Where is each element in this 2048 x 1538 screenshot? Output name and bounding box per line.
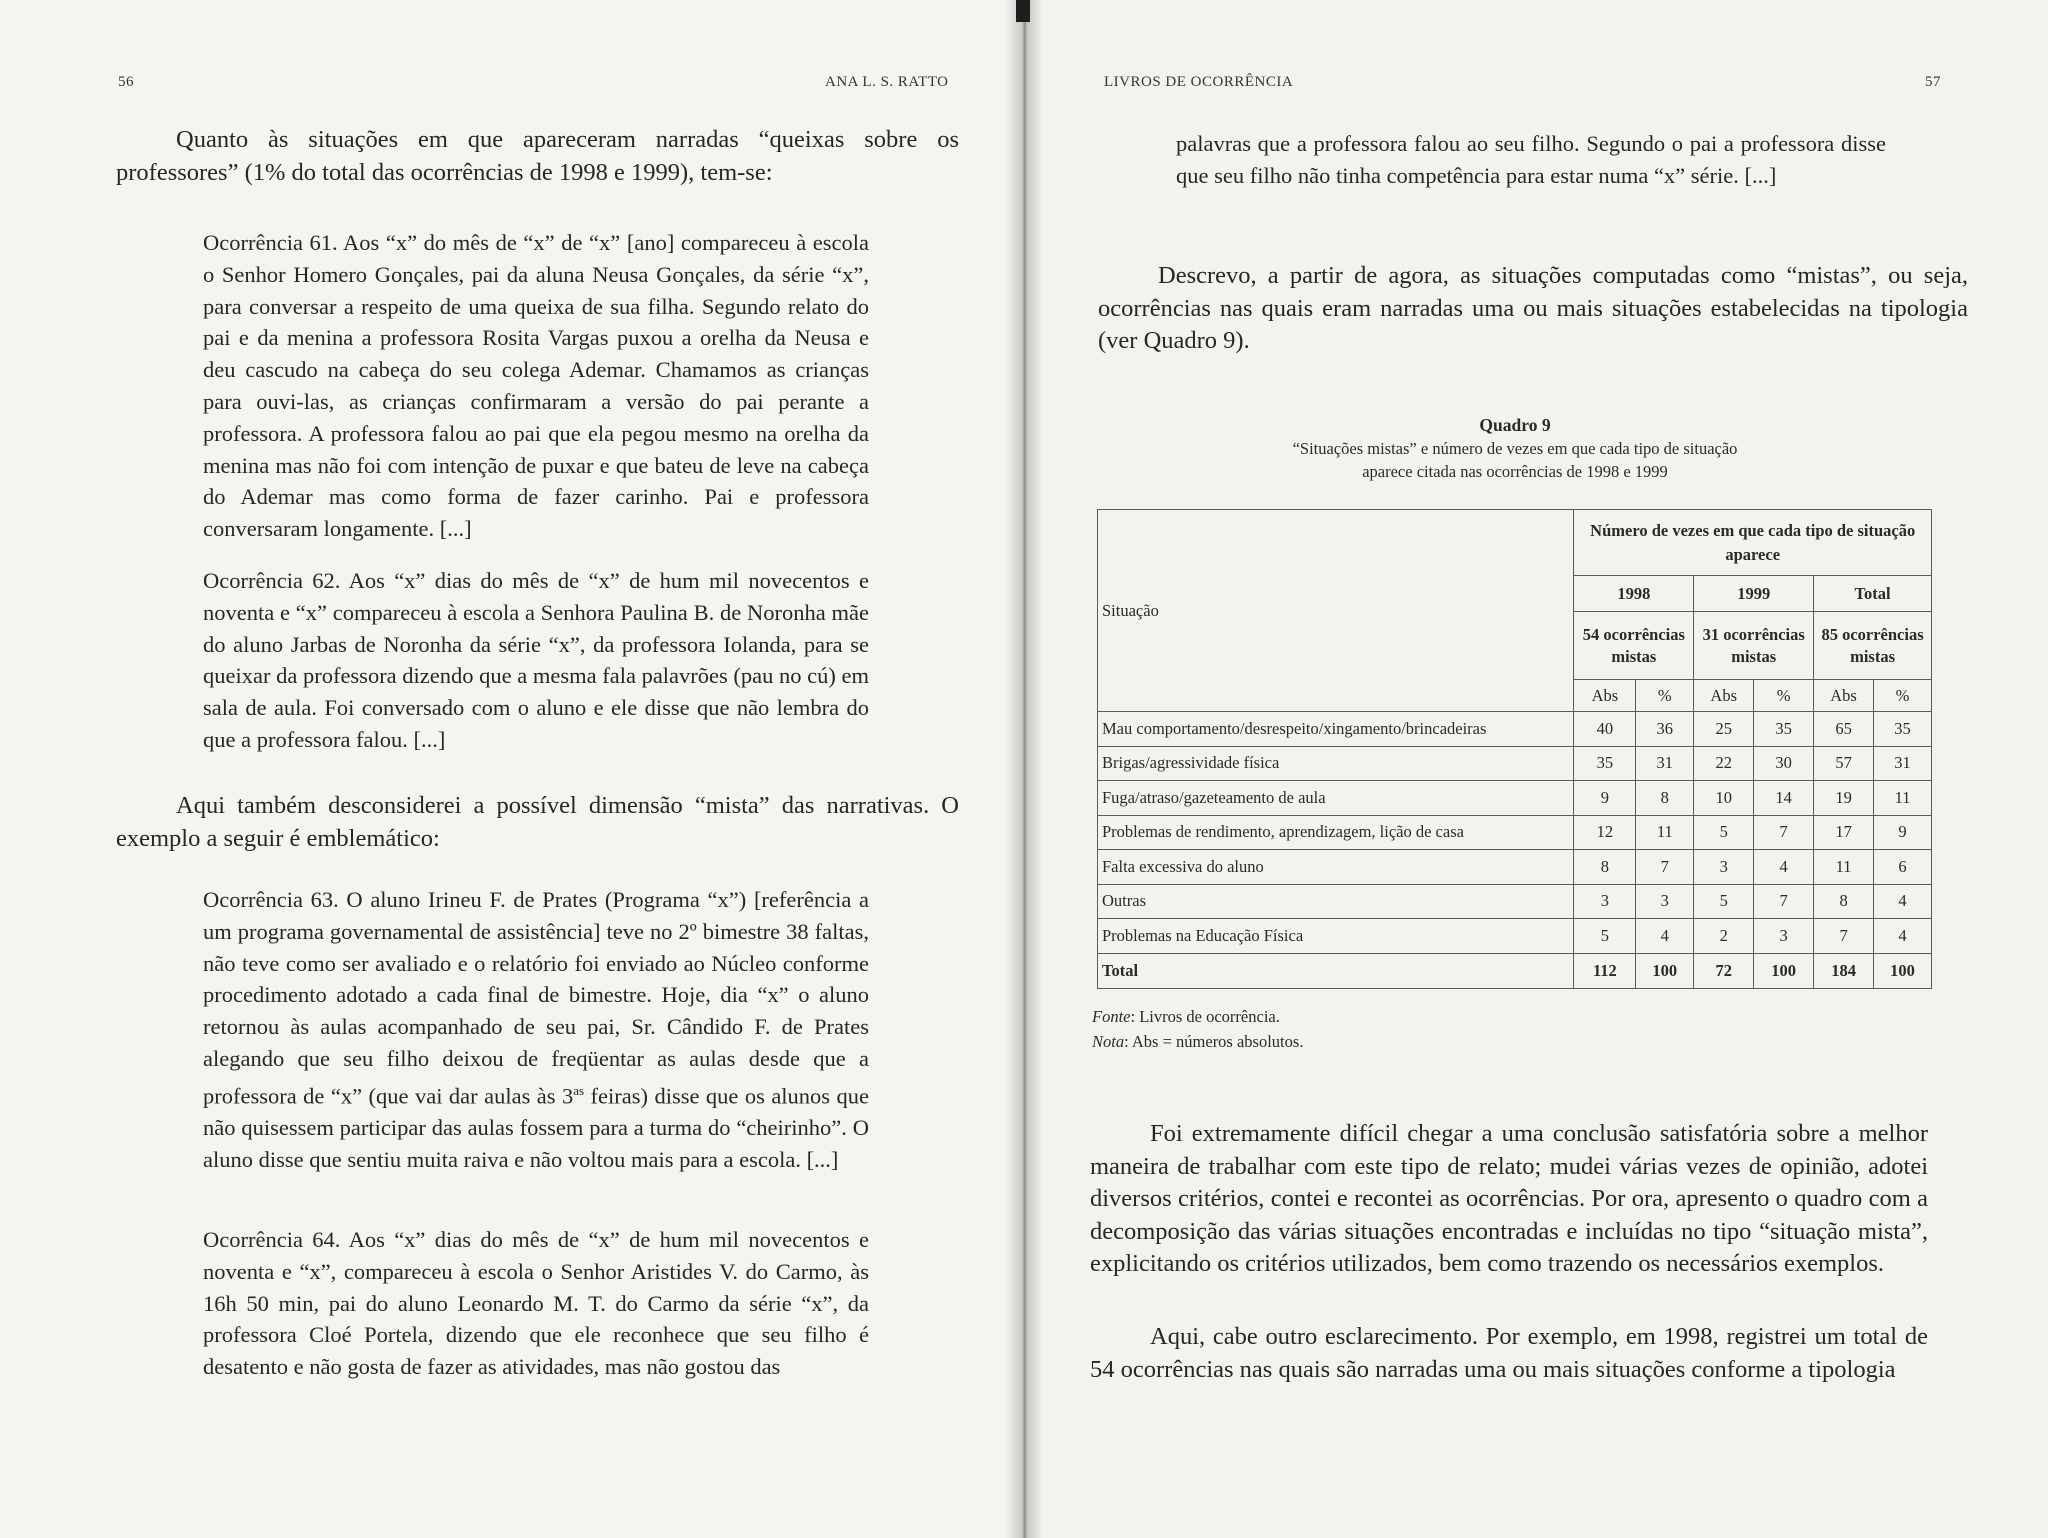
table-cell: 9 [1574, 781, 1636, 816]
ocorrencia-63-label: Ocorrência 63. [203, 887, 339, 912]
running-head-left: ANA L. S. RATTO [825, 74, 949, 90]
ocorrencia-61-text: Aos “x” do mês de “x” de “x” [ano] compareceu à escola o Senhor Homero Gonçales, pai da aluna Neusa Gonçales, da série “x”, para conversar a respeito de uma queixa de sua filha. Segundo relato do pai e da menina a professora Rosita Vargas puxou a orelha da Neusa e deu cascudo na cabeça do seu colega Ademar. Chamamos as crianças para ouvi-las, as crianças confirmaram a versão do pai perante a professora. A professora falou ao pai que ela pegou mesmo na orelha da menina mas não foi com intenção de puxar e que bateu de leve na cabeça do Ademar mas como forma de fazer carinho. Pai e professora conversaram longamente. [...] [203, 230, 869, 542]
ocorrencia-63 [203, 884, 869, 1176]
left-page [0, 0, 1018, 1538]
ocorrencia-64-text: Aos “x” dias do mês de “x” de hum mil novecentos e noventa e “x”, compareceu à escola o Senhor Aristides V. do Carmo, às 16h 50 min, pai do aluno Leonardo M. T. do Carmo da série “x”, da professora Cloé Portela, dizendo que ele reconhece que seu filho é desatento e não gosta de fazer as atividades, mas não gostou das [203, 1227, 869, 1380]
table-notes [1092, 1004, 1303, 1054]
paragraph-mistas: Descrevo, a partir de agora, as situações computadas como “mistas”, ou seja, ocorrências nas quais eram narradas uma ou mais situações estabelecidas na tipologia (ver Quadro 9). [1098, 262, 1968, 354]
group-header: Número de vezes em que cada tipo de situação aparece [1574, 510, 1932, 576]
table-cell: 35 [1874, 712, 1932, 747]
fonte-label: Fonte [1092, 1007, 1131, 1026]
total-cell: 112 [1574, 953, 1636, 988]
table-cell: 4 [1636, 919, 1694, 954]
table-row [1098, 850, 1932, 885]
table-cell: 8 [1636, 781, 1694, 816]
total-cell: 72 [1694, 953, 1754, 988]
table-cell: 5 [1694, 815, 1754, 850]
table-cell: 3 [1636, 884, 1694, 919]
ocorrencia-63-sup: as [573, 1082, 585, 1098]
table-cell: 3 [1754, 919, 1814, 954]
table-row [1098, 919, 1932, 954]
total-cell: 100 [1874, 953, 1932, 988]
fonte-note [1092, 1004, 1303, 1029]
nota-label: Nota [1092, 1032, 1125, 1051]
table-cell: 25 [1694, 712, 1754, 747]
table-cell: 10 [1694, 781, 1754, 816]
table-cell: 11 [1874, 781, 1932, 816]
table-cell: 14 [1754, 781, 1814, 816]
fonte-text: : Livros de ocorrência. [1130, 1007, 1280, 1026]
quadro-9-table [1097, 509, 1932, 989]
table-cell: 4 [1874, 919, 1932, 954]
sub-header-abs: Abs [1814, 680, 1874, 712]
table-total-row [1098, 953, 1932, 988]
middle-paragraph: Aqui também desconsiderei a possível dimensão “mista” das narrativas. O exemplo a seguir é emblemático: [116, 792, 959, 852]
table-cell: 11 [1814, 850, 1874, 885]
table-cell: 4 [1754, 850, 1814, 885]
table-cell: 57 [1814, 746, 1874, 781]
quadro-subtitle-line1: “Situações mistas” e número de vezes em que cada tipo de situação [1292, 439, 1738, 458]
table-cell: 65 [1814, 712, 1874, 747]
quadro-title: Quadro 9 [1479, 415, 1551, 435]
table-cell: 22 [1694, 746, 1754, 781]
table-cell: 36 [1636, 712, 1694, 747]
row-label: Problemas na Educação Física [1098, 919, 1574, 954]
nota-note [1092, 1029, 1303, 1054]
sub-header-abs: Abs [1574, 680, 1636, 712]
sub-header-pct: % [1754, 680, 1814, 712]
nota-text: : Abs = números absolutos. [1124, 1032, 1304, 1051]
table-row [1098, 712, 1932, 747]
table-cell: 19 [1814, 781, 1874, 816]
row-label: Falta excessiva do aluno [1098, 850, 1574, 885]
quadro-subtitle-line2: aparece citada nas ocorrências de 1998 e 1999 [1362, 462, 1668, 481]
ocorrencia-64-continuation: palavras que a professora falou ao seu filho. Segundo o pai a professora disse que seu filho não tinha competência para estar numa “x” série. [...] [1176, 131, 1886, 188]
row-label: Outras [1098, 884, 1574, 919]
sub-header-abs: Abs [1694, 680, 1754, 712]
ocorrencia-62-label: Ocorrência 62. [203, 568, 341, 593]
paragraph-conclusao: Foi extremamente difícil chegar a uma conclusão satisfatória sobre a melhor maneira de trabalhar com este tipo de relato; mudei várias vezes de opinião, adotei diversos critérios, contei e recontei as ocorrências. Por ora, apresento o quadro com a decomposição das várias situações encontradas e incluídas no tipo “situação mista”, explicitando os critérios utilizados, bem como trazendo os necessários exemplos. [1090, 1120, 1928, 1277]
ocorrencia-61-label: Ocorrência 61. [203, 230, 338, 255]
ocorrencia-63-text-a: O aluno Irineu F. de Prates (Programa “x”) [referência a um programa governamental de assistência] teve no 2º bimestre 38 faltas, não teve como ser avaliado e o relatório foi enviado ao Núcleo conforme procedimento adotado a cada final de bimestre. Hoje, dia “x” o aluno retornou às aulas acompanhado de seu pai, Sr. Cândido F. de Prates alegando que seu filho deixou de freqüentar as aulas desde que a professora de “x” (que vai dar aulas às 3 [203, 887, 870, 1109]
row-label: Brigas/agressividade física [1098, 746, 1574, 781]
count-header-total: 85 ocorrências mistas [1814, 612, 1932, 680]
total-cell: 100 [1636, 953, 1694, 988]
table-cell: 7 [1754, 815, 1814, 850]
table-cell: 35 [1754, 712, 1814, 747]
table-cell: 35 [1574, 746, 1636, 781]
total-label: Total [1098, 953, 1574, 988]
row-label: Mau comportamento/desrespeito/xingamento/brincadeiras [1098, 712, 1574, 747]
table-row [1098, 884, 1932, 919]
table-cell: 2 [1694, 919, 1754, 954]
year-header-1999: 1999 [1694, 576, 1814, 612]
table-cell: 30 [1754, 746, 1814, 781]
table-cell: 31 [1636, 746, 1694, 781]
table-cell: 5 [1694, 884, 1754, 919]
year-header-total: Total [1814, 576, 1932, 612]
table-cell: 3 [1574, 884, 1636, 919]
table-row [1098, 746, 1932, 781]
count-header-1998: 54 ocorrências mistas [1574, 612, 1694, 680]
situacao-header: Situação [1098, 510, 1574, 712]
ocorrencia-62-text: Aos “x” dias do mês de “x” de hum mil novecentos e noventa e “x” compareceu à escola a Senhora Paulina B. de Noronha mãe do aluno Jarbas de Noronha da série “x”, da professora Iolanda, para se queixar da professora dizendo que a mesma fala palavrões (pau no cú) em sala de aula. Foi conversado com o aluno e ele disse que não lembra do que a professora falou. [...] [203, 568, 869, 752]
row-label: Fuga/atraso/gazeteamento de aula [1098, 781, 1574, 816]
ocorrencia-62 [203, 565, 869, 756]
table-cell: 5 [1574, 919, 1636, 954]
book-gutter [1006, 0, 1042, 1538]
total-cell: 100 [1754, 953, 1814, 988]
paragraph-esclarecimento: Aqui, cabe outro esclarecimento. Por exemplo, em 1998, registrei um total de 54 ocorrências nas quais são narradas uma ou mais situações conforme a tipologia [1090, 1323, 1928, 1383]
table-cell: 9 [1874, 815, 1932, 850]
year-header-1998: 1998 [1574, 576, 1694, 612]
table-cell: 31 [1874, 746, 1932, 781]
count-header-1999: 31 ocorrências mistas [1694, 612, 1814, 680]
table-row [1098, 815, 1932, 850]
intro-paragraph: Quanto às situações em que apareceram narradas “queixas sobre os professores” (1% do total das ocorrências de 1998 e 1999), tem-se: [116, 126, 959, 186]
table-cell: 6 [1874, 850, 1932, 885]
page-number-right: 57 [1925, 74, 1941, 90]
table-cell: 8 [1814, 884, 1874, 919]
table-cell: 3 [1694, 850, 1754, 885]
table-cell: 7 [1814, 919, 1874, 954]
sub-header-pct: % [1874, 680, 1932, 712]
table-cell: 8 [1574, 850, 1636, 885]
sub-header-pct: % [1636, 680, 1694, 712]
table-cell: 4 [1874, 884, 1932, 919]
table-cell: 17 [1814, 815, 1874, 850]
table-cell: 12 [1574, 815, 1636, 850]
total-cell: 184 [1814, 953, 1874, 988]
table-row [1098, 781, 1932, 816]
row-label: Problemas de rendimento, aprendizagem, lição de casa [1098, 815, 1574, 850]
quadro-caption [1200, 414, 1830, 483]
ocorrencia-64 [203, 1224, 869, 1383]
gutter-shadow [1016, 0, 1030, 22]
page-number-left: 56 [118, 74, 134, 90]
ocorrencia-61 [203, 227, 869, 545]
ocorrencia-63-text-b: feiras) disse que os alunos que não quisessem participar das aulas fossem para a turma do “cheirinho”. O aluno disse que sentiu muita raiva e não voltou mais para a escola. [...] [203, 1083, 870, 1172]
table-cell: 11 [1636, 815, 1694, 850]
ocorrencia-64-label: Ocorrência 64. [203, 1227, 341, 1252]
table-cell: 7 [1636, 850, 1694, 885]
table-cell: 7 [1754, 884, 1814, 919]
running-head-right: LIVROS DE OCORRÊNCIA [1104, 74, 1294, 90]
table-cell: 40 [1574, 712, 1636, 747]
